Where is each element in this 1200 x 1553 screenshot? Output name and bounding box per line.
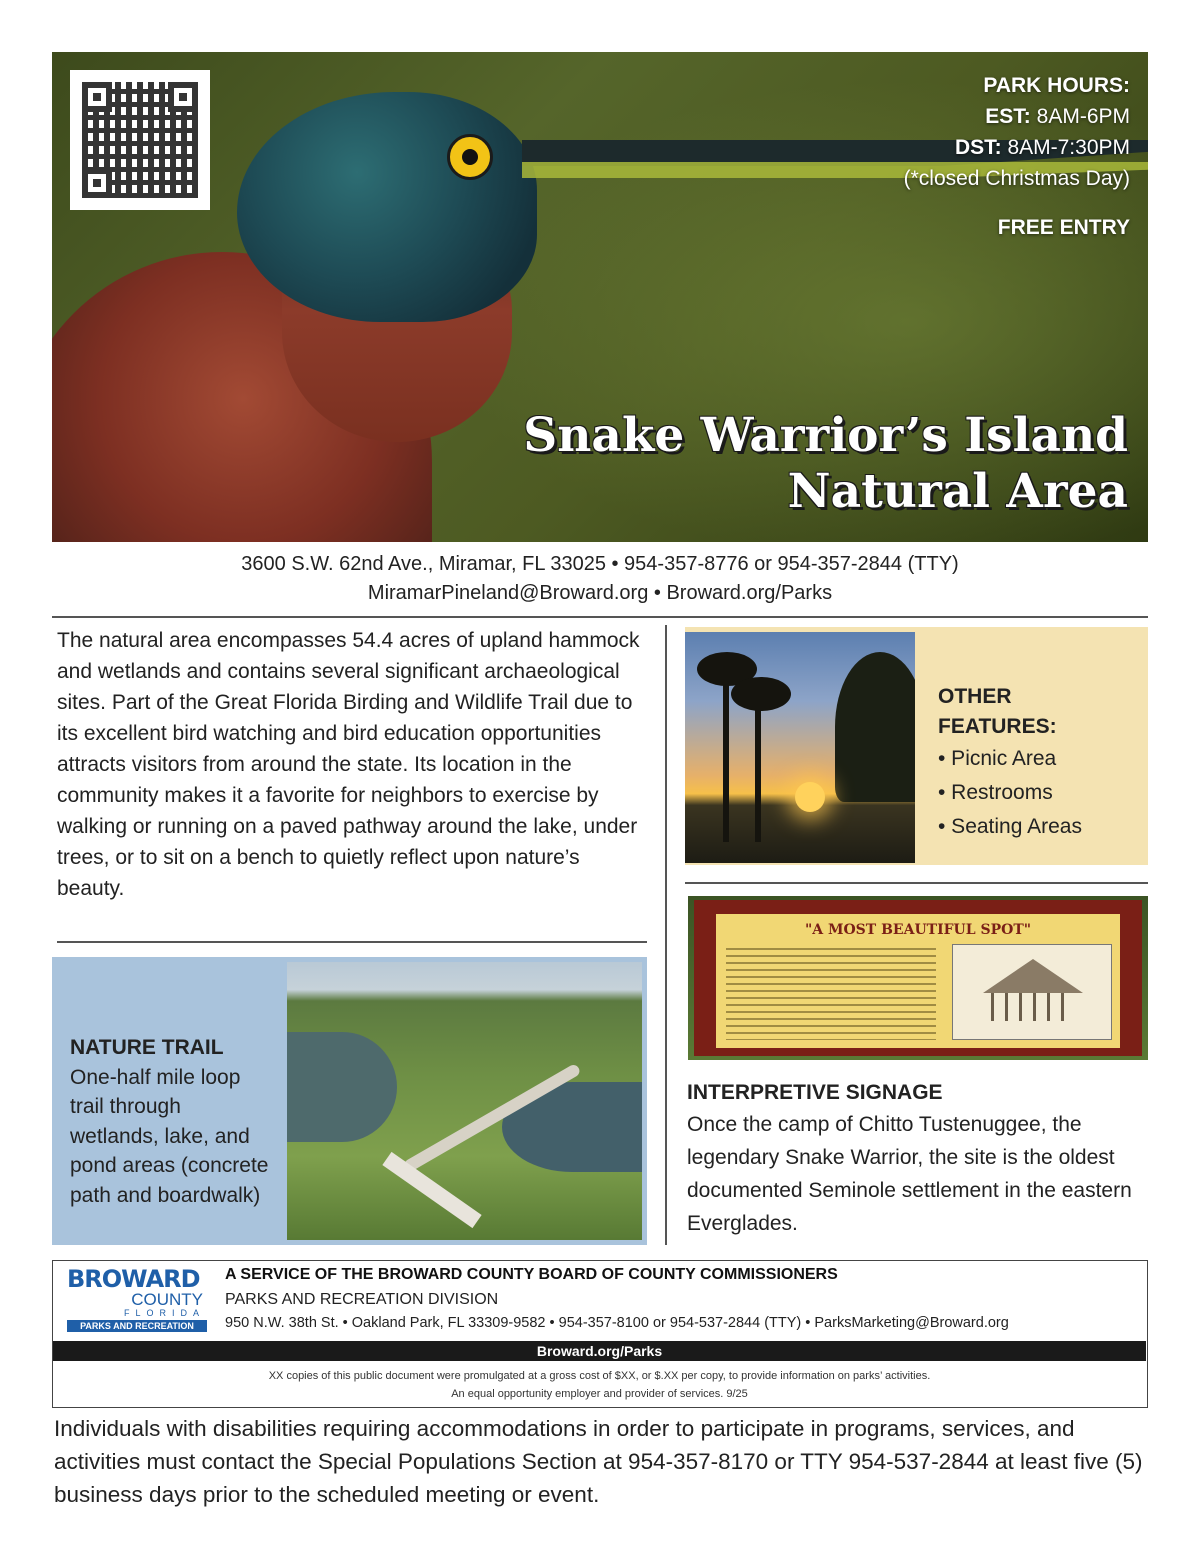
other-features-heading-2: FEATURES: [938, 715, 1057, 738]
logo-parks-recreation: PARKS AND RECREATION [67, 1320, 207, 1332]
heron-eye-shape [447, 134, 493, 180]
free-entry: FREE ENTRY [997, 216, 1130, 239]
nature-trail-panel [52, 957, 647, 1245]
nature-trail-photo [287, 962, 642, 1240]
other-features-panel [685, 627, 1148, 865]
service-line: A SERVICE OF THE BROWARD COUNTY BOARD OF COUNTY COMMISSIONERS [225, 1266, 838, 1283]
signage-heading: INTERPRETIVE SIGNAGE [687, 1081, 943, 1104]
hut-posts-shape [991, 993, 1075, 1021]
oak-tree-shape [835, 652, 915, 802]
division-address: 950 N.W. 38th St. • Oakland Park, FL 33309-9582 • 954-357-8100 or 954-537-2844 (TTY) • ParksMarketing@Broward.org [225, 1315, 1009, 1331]
sunset-photo [685, 632, 915, 863]
fine-print [53, 1367, 1146, 1403]
seminole-dwelling-illustration [952, 944, 1112, 1040]
sign-frame [694, 900, 1142, 1056]
nature-trail-text [70, 1033, 275, 1210]
closed-note: (*closed Christmas Day) [903, 167, 1130, 190]
boardwalk-shape [382, 1152, 481, 1228]
divider-vertical [665, 625, 667, 1245]
logo-county: COUNTY [131, 1290, 203, 1309]
park-description: The natural area encompasses 54.4 acres of upland hammock and wetlands and contains several significant archaeological sites. Part of the Great Florida Birding and Wildlife Trail due to its excellent bird watching and bird education opportunities attracts visitors from around the state. Its location in the community makes it a favorite for neighbors to exercise by walking or running on a paved pathway around the lake, under trees, or to sit on a bench to quietly reflect upon nature’s beauty. [57, 629, 640, 900]
interpretive-signage-text [687, 1078, 1147, 1240]
qr-finder-bottom-left [82, 168, 112, 198]
contact-info [0, 550, 1200, 608]
broward-county-logo [67, 1267, 207, 1335]
logo-broward: BROWARD [67, 1265, 200, 1293]
contact-email-web[interactable]: MiramarPineland@Broward.org • Broward.org/Parks [367, 582, 833, 604]
est-hours: EST: 8AM-6PM [985, 105, 1130, 128]
logo-florida: FLORIDA [123, 1308, 205, 1318]
feature-item-seating: • Seating Areas [938, 815, 1082, 838]
qr-code-pattern [82, 82, 198, 198]
interpretive-sign-photo [688, 896, 1148, 1060]
sign-board-text-lines [726, 948, 936, 1040]
qr-finder-top-left [82, 82, 112, 112]
palm-crown-2 [731, 677, 791, 711]
footer-box [52, 1260, 1148, 1408]
feature-item-restrooms: • Restrooms [938, 781, 1053, 804]
nature-trail-heading: NATURE TRAIL [70, 1036, 224, 1059]
sign-board-title: "A MOST BEAUTIFUL SPOT" [804, 922, 1032, 938]
park-hours [904, 70, 1130, 243]
fine-print-cost: XX copies of this public document were promulgated at a gross cost of $XX, or $.XX per copy, to provide information on parks’ activities. [268, 1370, 931, 1382]
lake-shape [287, 1032, 397, 1142]
website-bar[interactable]: Broward.org/Parks [53, 1341, 1146, 1361]
hut-roof-shape [983, 959, 1083, 993]
qr-code[interactable] [70, 70, 210, 210]
fine-print-eoe: An equal opportunity employer and provider of services. 9/25 [451, 1388, 748, 1400]
heron-head-shape [237, 92, 537, 322]
accessibility-notice: Individuals with disabilities requiring accommodations in order to participate in programs, services, and activities must contact the Special Populations Section at 954-357-8170 or TTY 954-537-2844 at least five (5) business days prior to the scheduled meeting or event. [54, 1416, 1143, 1507]
hero-banner [52, 52, 1148, 542]
palm-trunk-1 [723, 662, 729, 842]
nature-trail-description: One-half mile loop trail through wetlands, lake, and pond areas (concrete path and boardwalk) [70, 1065, 269, 1207]
other-features-heading-1: OTHER [938, 685, 1012, 708]
park-title-line1: Snake Warrior’s Island [523, 408, 1128, 463]
sign-board [716, 914, 1120, 1048]
sun-shape [795, 782, 825, 812]
feature-item-picnic: • Picnic Area [938, 747, 1057, 770]
division-name: PARKS AND RECREATION DIVISION [225, 1291, 499, 1308]
qr-finder-top-right [168, 82, 198, 112]
divider-top [52, 616, 1148, 618]
contact-address-phone: 3600 S.W. 62nd Ave., Miramar, FL 33025 • 954-357-8776 or 954-357-2844 (TTY) [241, 553, 959, 575]
divider-right [685, 882, 1148, 884]
divider-left [57, 941, 647, 943]
signage-description: Once the camp of Chitto Tustenuggee, the legendary Snake Warrior, the site is the oldest documented Seminole settlement in the eastern Everglades. [687, 1113, 1132, 1235]
other-features-list [938, 682, 1138, 844]
dst-hours: DST: 8AM-7:30PM [954, 136, 1130, 159]
park-title [523, 408, 1128, 520]
park-hours-heading: PARK HOURS: [983, 74, 1130, 97]
park-title-line2: Natural Area [787, 464, 1128, 519]
